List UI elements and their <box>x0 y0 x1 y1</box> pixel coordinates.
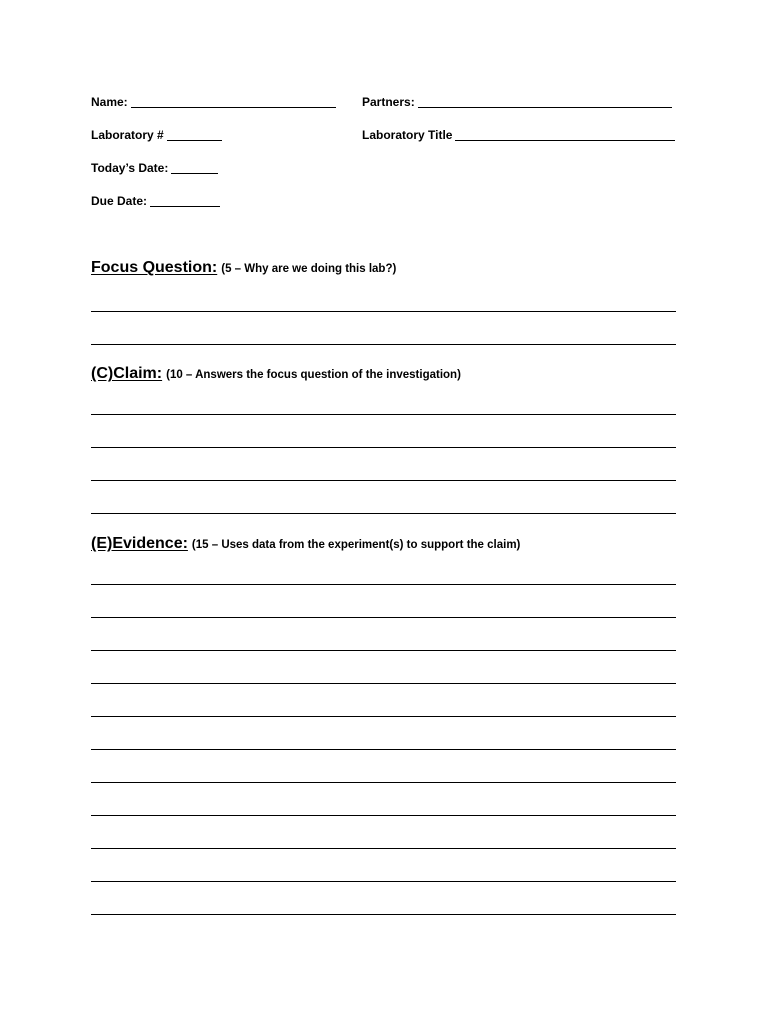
evidence-note: (15 – Uses data from the experiment(s) to support the claim) <box>191 539 521 551</box>
claim-note: (10 – Answers the focus question of the investigation) <box>166 369 461 381</box>
partners-field <box>362 94 672 109</box>
todays-date-blank[interactable] <box>171 162 218 174</box>
evidence-answer-line[interactable] <box>91 683 676 684</box>
name-field <box>91 94 336 109</box>
focus-answer-line[interactable] <box>91 344 676 345</box>
claim-heading <box>91 365 461 383</box>
due-date-field <box>91 193 220 208</box>
evidence-answer-line[interactable] <box>91 716 676 717</box>
focus-question-note: (5 – Why are we doing this lab?) <box>221 263 397 275</box>
evidence-answer-line[interactable] <box>91 815 676 816</box>
focus-question-heading <box>91 259 396 277</box>
due-date-blank[interactable] <box>150 195 220 207</box>
lab-title-blank[interactable] <box>455 129 675 141</box>
claim-answer-line[interactable] <box>91 480 676 481</box>
focus-answer-line[interactable] <box>91 311 676 312</box>
evidence-answer-line[interactable] <box>91 848 676 849</box>
evidence-answer-line[interactable] <box>91 617 676 618</box>
evidence-title: (E)Evidence: <box>91 535 188 552</box>
claim-answer-line[interactable] <box>91 414 676 415</box>
name-label: Name: <box>91 95 128 109</box>
evidence-answer-line[interactable] <box>91 881 676 882</box>
lab-title-label: Laboratory Title <box>362 128 453 142</box>
name-blank[interactable] <box>131 96 336 108</box>
lab-number-blank[interactable] <box>167 129 222 141</box>
partners-label: Partners: <box>362 95 415 109</box>
partners-blank[interactable] <box>418 96 672 108</box>
claim-answer-line[interactable] <box>91 447 676 448</box>
evidence-answer-line[interactable] <box>91 782 676 783</box>
evidence-heading <box>91 535 520 553</box>
evidence-answer-line[interactable] <box>91 914 676 915</box>
todays-date-field <box>91 160 218 175</box>
claim-title: (C)Claim: <box>91 365 163 382</box>
focus-question-title: Focus Question: <box>91 259 218 276</box>
evidence-answer-line[interactable] <box>91 584 676 585</box>
evidence-answer-line[interactable] <box>91 650 676 651</box>
lab-number-field <box>91 127 222 142</box>
lab-title-field <box>362 127 675 142</box>
lab-number-label: Laboratory # <box>91 128 164 142</box>
evidence-answer-line[interactable] <box>91 749 676 750</box>
todays-date-label: Today’s Date: <box>91 161 169 175</box>
due-date-label: Due Date: <box>91 194 148 208</box>
claim-answer-line[interactable] <box>91 513 676 514</box>
